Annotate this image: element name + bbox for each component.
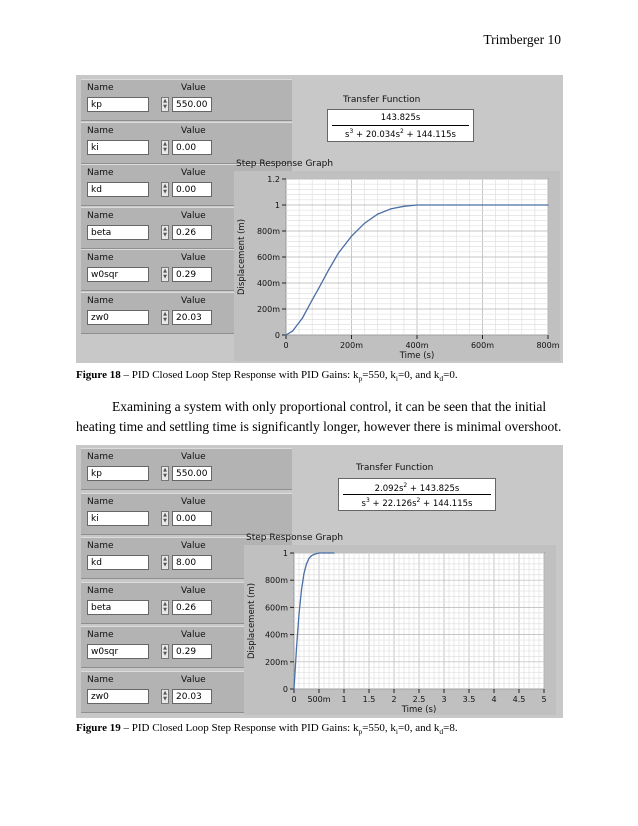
figure-18-panel (76, 75, 563, 363)
spin-down-icon[interactable]: ▼ (163, 606, 167, 613)
data-point (308, 558, 309, 559)
data-point (285, 334, 286, 335)
param-name-field[interactable]: kp (87, 466, 149, 481)
data-point (298, 614, 299, 615)
param-value-field[interactable]: 20.03 (172, 689, 212, 704)
data-point (318, 288, 319, 289)
step-response-chart-2 (244, 545, 556, 715)
value-label: Value (181, 83, 206, 93)
spin-up-icon[interactable]: ▲ (163, 268, 167, 274)
x-tick-label: 800m (536, 341, 560, 350)
spin-down-icon[interactable]: ▼ (163, 316, 167, 323)
name-label: Name (87, 83, 114, 93)
value-label: Value (181, 541, 206, 551)
increment-spinner[interactable] (161, 140, 169, 155)
transfer-function-display (338, 478, 496, 511)
y-tick-label: 200m (256, 305, 280, 314)
data-point (323, 552, 324, 553)
spin-down-icon[interactable]: ▼ (163, 146, 167, 153)
y-tick-label: 400m (256, 279, 280, 288)
tf-numerator: $2.092s^2 + 143.825s$ (374, 482, 460, 494)
increment-spinner[interactable] (161, 644, 169, 659)
param-name-field[interactable]: kd (87, 555, 149, 570)
tf-fraction-bar (332, 125, 469, 126)
name-label: Name (87, 541, 114, 551)
increment-spinner[interactable] (161, 600, 169, 615)
name-label: Name (87, 630, 114, 640)
name-label: Name (87, 585, 114, 596)
spin-down-icon[interactable]: ▼ (163, 274, 167, 280)
tf-fraction-bar (343, 494, 491, 495)
y-tick-label: 800m (264, 576, 288, 586)
param-value-field[interactable]: 0.26 (172, 225, 212, 240)
data-point (482, 204, 483, 205)
y-tick-label: 1.2 (267, 175, 280, 184)
param-value-field[interactable]: 8.00 (172, 555, 212, 570)
data-point (449, 204, 450, 205)
tf-denominator: $s^3 + 20.034s^2 + 144.115s$ (345, 128, 456, 140)
data-point (351, 236, 352, 237)
y-tick-label: 1 (282, 549, 288, 558)
transfer-function-label: Transfer Function (343, 95, 421, 105)
data-point (338, 253, 339, 254)
spin-down-icon[interactable]: ▼ (163, 231, 167, 238)
spin-up-icon[interactable]: ▲ (163, 689, 167, 696)
name-label: Name (87, 253, 114, 263)
spin-down-icon[interactable]: ▼ (163, 695, 167, 702)
value-label: Value (181, 125, 206, 136)
param-value-field[interactable]: 0.00 (172, 140, 212, 155)
name-label: Name (87, 452, 114, 462)
spin-up-icon[interactable]: ▲ (163, 600, 167, 607)
spin-up-icon[interactable]: ▲ (163, 467, 167, 473)
data-point (328, 552, 329, 553)
graph-title: Step Response Graph (246, 533, 344, 543)
figure-18-caption: Figure 18 – PID Closed Loop Step Response with PID Gains: $k_p=550$, $k_i=0$, and $k_d=0$. (76, 369, 458, 384)
value-label: Value (181, 253, 206, 263)
increment-spinner[interactable] (161, 555, 169, 570)
x-tick-label: 200m (339, 341, 364, 350)
x-tick-label: 600m (470, 341, 495, 350)
y-tick-label: 800m (256, 227, 280, 236)
control-row-ki (81, 493, 292, 535)
data-point (416, 204, 417, 205)
y-tick-label: 1 (274, 201, 280, 210)
param-value-field[interactable]: 0.00 (172, 182, 212, 197)
name-label: Name (87, 125, 114, 136)
increment-spinner[interactable] (161, 267, 169, 282)
param-name-field[interactable]: w0sqr (87, 267, 149, 282)
param-name-field[interactable]: zw0 (87, 689, 149, 704)
increment-spinner[interactable] (161, 466, 169, 481)
x-axis-label: Time (s) (399, 351, 435, 361)
value-label: Value (181, 452, 206, 462)
x-axis-label: Time (s) (401, 705, 437, 715)
tf-numerator: 143.825s (380, 113, 421, 123)
param-value-field[interactable]: 0.26 (172, 600, 212, 615)
y-tick-label: 0 (282, 685, 288, 694)
transfer-function-label: Transfer Function (356, 463, 434, 473)
figure-19-panel (76, 445, 563, 718)
step-response-chart-1 (234, 171, 560, 361)
param-name-field[interactable]: kp (87, 97, 149, 112)
spin-up-icon[interactable]: ▲ (163, 140, 167, 147)
value-label: Value (181, 674, 206, 685)
spin-down-icon[interactable]: ▼ (163, 473, 167, 479)
spin-down-icon[interactable]: ▼ (163, 189, 167, 195)
y-tick-label: 0 (274, 331, 280, 340)
x-tick-label: 3.5 (462, 695, 476, 704)
figure-19-caption: Figure 19 – PID Closed Loop Step Response with PID Gains: $k_p=550$, $k_i=0$, and $k_d=8$. (76, 722, 458, 737)
increment-spinner[interactable] (161, 182, 169, 197)
transfer-function-display (327, 109, 474, 142)
data-point (293, 688, 294, 689)
data-point (364, 223, 365, 224)
data-point (328, 269, 329, 270)
param-name-field[interactable]: ki (87, 511, 149, 526)
name-label: Name (87, 496, 114, 507)
data-point (377, 214, 378, 215)
x-tick-label: 4.5 (512, 695, 526, 704)
data-point (301, 589, 302, 590)
increment-spinner[interactable] (161, 689, 169, 704)
x-tick-label: 5 (541, 695, 547, 704)
x-tick-label: 0 (291, 695, 297, 704)
body-paragraph: Examining a system with only proportional control, it can be seen that the initial heating time and settling time is significantly longer, however there is minimal overshoot. (76, 399, 562, 434)
y-axis-label: Displacement (m) (237, 218, 247, 296)
name-label: Name (87, 295, 114, 306)
data-point (312, 299, 313, 300)
spin-down-icon[interactable]: ▼ (163, 651, 167, 657)
data-point (333, 552, 334, 553)
value-label: Value (181, 168, 206, 178)
spin-up-icon[interactable]: ▲ (163, 556, 167, 562)
value-label: Value (181, 210, 206, 221)
data-point (292, 331, 293, 332)
param-value-field[interactable]: 0.29 (172, 644, 212, 659)
spin-up-icon[interactable]: ▲ (163, 98, 167, 104)
data-point (515, 204, 516, 205)
spin-down-icon[interactable]: ▼ (163, 562, 167, 568)
data-point (296, 648, 297, 649)
param-value-field[interactable]: 550.00 (172, 97, 212, 112)
y-axis-label: Displacement (m) (247, 582, 257, 660)
spin-up-icon[interactable]: ▲ (163, 225, 167, 232)
control-row-kp (81, 448, 292, 490)
param-name-field[interactable]: kd (87, 182, 149, 197)
param-value-field[interactable]: 0.29 (172, 267, 212, 282)
data-point (318, 552, 319, 553)
x-tick-label: 1 (341, 695, 347, 704)
param-value-field[interactable]: 0.00 (172, 511, 212, 526)
x-tick-label: 500m (307, 695, 331, 704)
increment-spinner[interactable] (161, 511, 169, 526)
name-label: Name (87, 210, 114, 221)
spin-up-icon[interactable]: ▲ (163, 511, 167, 518)
param-name-field[interactable]: beta (87, 600, 149, 615)
increment-spinner[interactable] (161, 97, 169, 112)
control-row-ki (81, 122, 292, 164)
spin-up-icon[interactable]: ▲ (163, 183, 167, 189)
control-row-kp (81, 79, 292, 121)
data-point (313, 554, 314, 555)
param-value-field[interactable]: 20.03 (172, 310, 212, 325)
spin-down-icon[interactable]: ▼ (163, 517, 167, 524)
x-tick-label: 4 (491, 695, 497, 704)
value-label: Value (181, 585, 206, 596)
x-tick-label: 2 (391, 695, 397, 704)
param-name-field[interactable]: beta (87, 225, 149, 240)
y-tick-label: 200m (264, 657, 288, 667)
data-point (547, 204, 548, 205)
name-label: Name (87, 674, 114, 685)
value-label: Value (181, 295, 206, 306)
y-tick-label: 600m (264, 603, 288, 613)
increment-spinner[interactable] (161, 310, 169, 325)
x-tick-label: 3 (441, 695, 447, 704)
value-label: Value (181, 496, 206, 507)
x-tick-label: 2.5 (412, 695, 426, 704)
param-value-field[interactable]: 550.00 (172, 466, 212, 481)
param-name-field[interactable]: w0sqr (87, 644, 149, 659)
data-point (306, 563, 307, 564)
running-head: Trimberger 10 (483, 32, 561, 47)
tf-denominator: $s^3 + 22.126s^2 + 144.115s$ (361, 497, 473, 509)
name-label: Name (87, 168, 114, 178)
data-point (403, 206, 404, 207)
x-tick-label: 0 (283, 341, 289, 350)
data-point (303, 573, 304, 574)
spin-down-icon[interactable]: ▼ (163, 104, 167, 110)
y-tick-label: 600m (256, 253, 280, 262)
spin-up-icon[interactable]: ▲ (163, 645, 167, 651)
value-label: Value (181, 630, 206, 640)
param-name-field[interactable]: zw0 (87, 310, 149, 325)
spin-up-icon[interactable]: ▲ (163, 310, 167, 317)
data-point (390, 208, 391, 209)
data-point (433, 204, 434, 205)
data-point (302, 318, 303, 319)
data-point (311, 555, 312, 556)
graph-title: Step Response Graph (236, 159, 334, 169)
increment-spinner[interactable] (161, 225, 169, 240)
param-name-field[interactable]: ki (87, 140, 149, 155)
x-tick-label: 400m (405, 341, 429, 350)
x-tick-label: 1.5 (362, 695, 376, 704)
y-tick-label: 400m (264, 630, 288, 640)
